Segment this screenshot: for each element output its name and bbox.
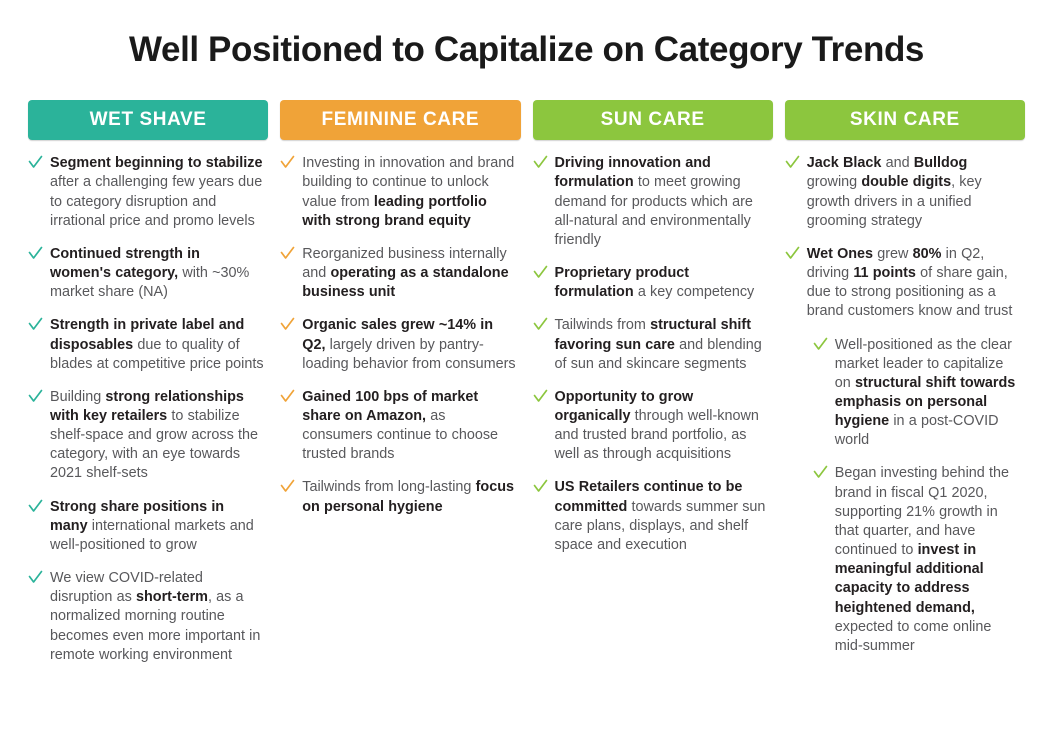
bullet-text: Wet Ones grew 80% in Q2, driving 11 points of share gain, due to strong positioning as a brand customers know and trust: [806, 245, 1013, 320]
check-icon: [28, 389, 45, 404]
bullet-list: [280, 154, 520, 531]
bullet-list: [28, 154, 268, 679]
check-icon: [280, 246, 297, 261]
bullet-text: US Retailers continue to be committed towards summer sun care plans, displays, and shelf space and execution: [554, 479, 766, 553]
column-header: WET SHAVE: [28, 100, 268, 140]
column-skin-care: [785, 100, 1025, 679]
bullet-text: Reorganized business internally and operating as a standalone business unit: [302, 245, 509, 301]
check-icon: [813, 465, 830, 480]
bullet-text: Opportunity to grow organically through well-known and trusted brand portfolio, as well as through acquisitions: [554, 388, 759, 463]
list-item: [280, 245, 520, 302]
list-item: [28, 569, 268, 665]
check-icon: [280, 479, 297, 494]
check-icon: [28, 499, 45, 514]
check-icon: [813, 337, 830, 352]
list-item: [280, 388, 520, 465]
column-sun-care: [533, 100, 773, 679]
list-item: [280, 478, 520, 516]
column-header: SKIN CARE: [785, 100, 1025, 140]
columns-container: [0, 76, 1053, 679]
bullet-text: Strong share positions in many international markets and well-positioned to grow: [50, 498, 254, 553]
list-item: [28, 388, 268, 484]
check-icon: [785, 246, 802, 261]
list-item: [785, 464, 1025, 656]
column-header: FEMININE CARE: [280, 100, 520, 140]
bullet-text: Building strong relationships with key retailers to stabilize shelf-space and grow across the category, with an eye towards 2021 shelf-sets: [50, 388, 258, 482]
bullet-text: Began investing behind the brand in fiscal Q1 2020, supporting 21% growth in that quarter, and have continued to invest in meaningful additional capacity to address heightened demand, expected to come online mid-summer: [834, 465, 1009, 654]
check-icon: [28, 246, 45, 261]
bullet-text: Organic sales grew ~14% in Q2, largely driven by pantry-loading behavior from consumers: [302, 317, 516, 372]
list-item: [533, 154, 773, 250]
list-item: [785, 154, 1025, 231]
list-item: [280, 316, 520, 373]
check-icon: [533, 265, 550, 280]
check-icon: [785, 155, 802, 170]
list-item: [28, 316, 268, 373]
column-header: SUN CARE: [533, 100, 773, 140]
bullet-list: [785, 154, 1025, 670]
bullet-text: We view COVID-related disruption as short-term, as a normalized morning routine becomes even more important in remote working environment: [50, 570, 261, 663]
bullet-text: Investing in innovation and brand building to continue to unlock value from leading portfolio with strong brand equity: [302, 155, 515, 229]
list-item: [28, 154, 268, 231]
list-item: [533, 264, 773, 302]
check-icon: [28, 570, 45, 585]
check-icon: [280, 317, 297, 332]
bullet-text: Tailwinds from long-lasting focus on personal hygiene: [302, 479, 514, 515]
list-item: [785, 336, 1025, 451]
list-item: [785, 245, 1025, 322]
list-item: [533, 316, 773, 373]
list-item: [280, 154, 520, 231]
bullet-text: Well-positioned as the clear market leader to capitalize on structural shift towards emphasis on personal hygiene in a post-COVID world: [834, 336, 1016, 449]
bullet-text: Segment beginning to stabilize after a challenging few years due to category disruption and irrational price and promo levels: [50, 155, 263, 229]
check-icon: [28, 317, 45, 332]
bullet-text: Jack Black and Bulldog growing double digits, key growth drivers in a unified grooming strategy: [806, 155, 982, 229]
check-icon: [280, 155, 297, 170]
list-item: [28, 498, 268, 555]
bullet-text: Continued strength in women's category, with ~30% market share (NA): [50, 245, 250, 301]
check-icon: [28, 155, 45, 170]
bullet-text: Gained 100 bps of market share on Amazon, as consumers continue to choose trusted brands: [302, 388, 499, 463]
column-wet-shave: [28, 100, 268, 679]
check-icon: [280, 389, 297, 404]
page-title: Well Positioned to Capitalize on Category Trends: [129, 30, 924, 69]
list-item: [28, 245, 268, 302]
check-icon: [533, 317, 550, 332]
column-feminine-care: [280, 100, 520, 679]
check-icon: [533, 479, 550, 494]
list-item: [533, 478, 773, 555]
bullet-text: Driving innovation and formulation to meet growing demand for products which are all-natural and environmentally friendly: [554, 155, 753, 248]
list-item: [533, 388, 773, 465]
bullet-text: Strength in private label and disposables due to quality of blades at competitive price points: [50, 317, 264, 372]
check-icon: [533, 155, 550, 170]
bullet-text: Proprietary product formulation a key competency: [554, 265, 755, 301]
bullet-text: Tailwinds from structural shift favoring sun care and blending of sun and skincare segments: [554, 317, 762, 372]
check-icon: [533, 389, 550, 404]
bullet-list: [533, 154, 773, 569]
